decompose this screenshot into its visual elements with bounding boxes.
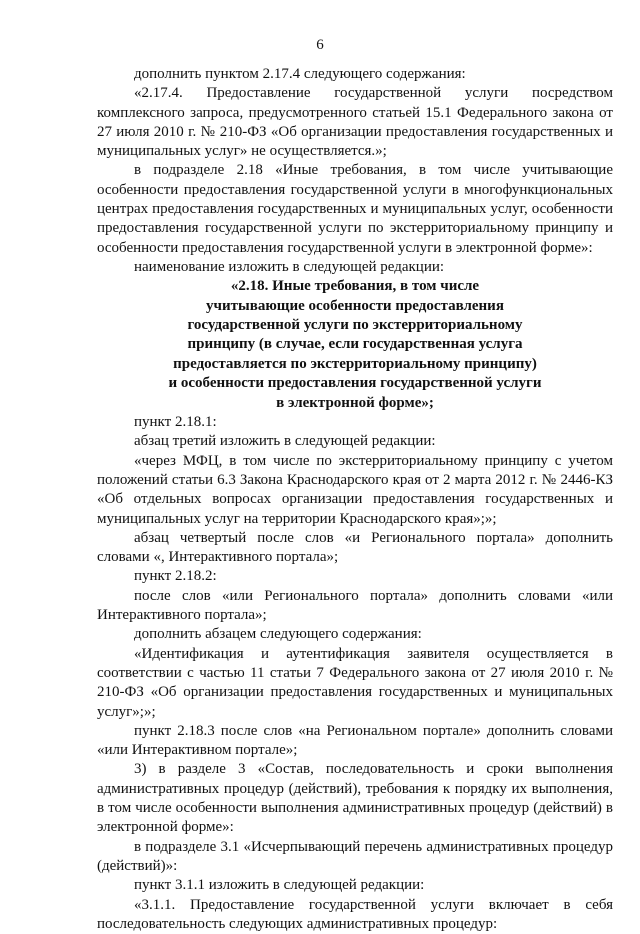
paragraph: в подразделе 3.1 «Исчерпывающий перечень административных процедур (действий)»: bbox=[97, 838, 613, 874]
heading-line: в электронной форме»; bbox=[276, 394, 434, 411]
heading-line: государственной услуги по экстерриториальному bbox=[187, 317, 523, 334]
heading-line: принципу (в случае, если государственная услуга bbox=[187, 336, 523, 353]
paragraph: пункт 2.18.3 после слов «на Региональном портале» дополнить словами «или Интерактивном портале»; bbox=[97, 722, 613, 759]
paragraph: «3.1.1. Предоставление государственной услуги включает в себя последовательность следующих административных процедур: bbox=[97, 896, 613, 932]
paragraph: абзац третий изложить в следующей редакции: bbox=[134, 433, 436, 450]
heading-line: и особенности предоставления государственной услуги bbox=[168, 375, 542, 392]
paragraph: «Идентификация и аутентификация заявителя осуществляется в соответствии с частью 11 статьи 7 Федерального закона от 27 июля 2010 г. № 210-ФЗ «Об организации предоставления государственных и муниципальных услуг»;»; bbox=[97, 645, 613, 720]
document-body bbox=[97, 65, 613, 934]
paragraph: дополнить абзацем следующего содержания: bbox=[134, 626, 422, 643]
paragraph: после слов «или Регионального портала» дополнить словами «или Интерактивного портала»; bbox=[97, 587, 613, 624]
paragraph: в подразделе 2.18 «Иные требования, в том числе учитывающие особенности предоставления государственной услуги в многофункциональных центрах предоставления государственных и муниципальных услуг, особенности предоставления государственной услуги по экстерриториальному принципу и особенности предоставления государственной услуги в электронной форме»: bbox=[97, 162, 613, 256]
paragraph: «через МФЦ, в том числе по экстерриториальному принципу с учетом положений статьи 6.3 Закона Краснодарского края от 2 марта 2012 г. № 2446-КЗ «Об отдельных вопросах организации предоставления государственных и муниципальных услуг на территории Краснодарского края»;»; bbox=[97, 452, 613, 527]
section-heading bbox=[97, 277, 613, 413]
paragraph: дополнить пунктом 2.17.4 следующего содержания: bbox=[134, 66, 466, 82]
page-number: 6 bbox=[316, 37, 324, 53]
heading-line: учитывающие особенности предоставления bbox=[206, 297, 504, 314]
paragraph: «2.17.4. Предоставление государственной услуги посредством комплексного запроса, предусмотренного статьей 15.1 Федерального закона от 27 июля 2010 г. № 210-ФЗ «Об организации предоставления государственных и муниципальных услуг» не осуществляется.»; bbox=[97, 85, 613, 160]
paragraph: наименование изложить в следующей редакции: bbox=[134, 258, 445, 275]
paragraph: абзац четвертый после слов «и Регионального портала» дополнить словами «, Интерактивного портала»; bbox=[97, 529, 613, 566]
paragraph: пункт 3.1.1 изложить в следующей редакции: bbox=[134, 877, 425, 894]
paragraph: пункт 2.18.2: bbox=[134, 568, 217, 585]
heading-line: «2.18. Иные требования, в том числе bbox=[230, 278, 480, 295]
paragraph: пункт 2.18.1: bbox=[134, 414, 217, 431]
paragraph: 3) в разделе 3 «Состав, последовательность и сроки выполнения административных процедур (действий), требования к порядку их выполнения, в том числе особенности выполнения административных процедур (действий) в электронной форме»: bbox=[97, 761, 613, 836]
heading-line: предоставляется по экстерриториальному принципу) bbox=[173, 355, 537, 372]
